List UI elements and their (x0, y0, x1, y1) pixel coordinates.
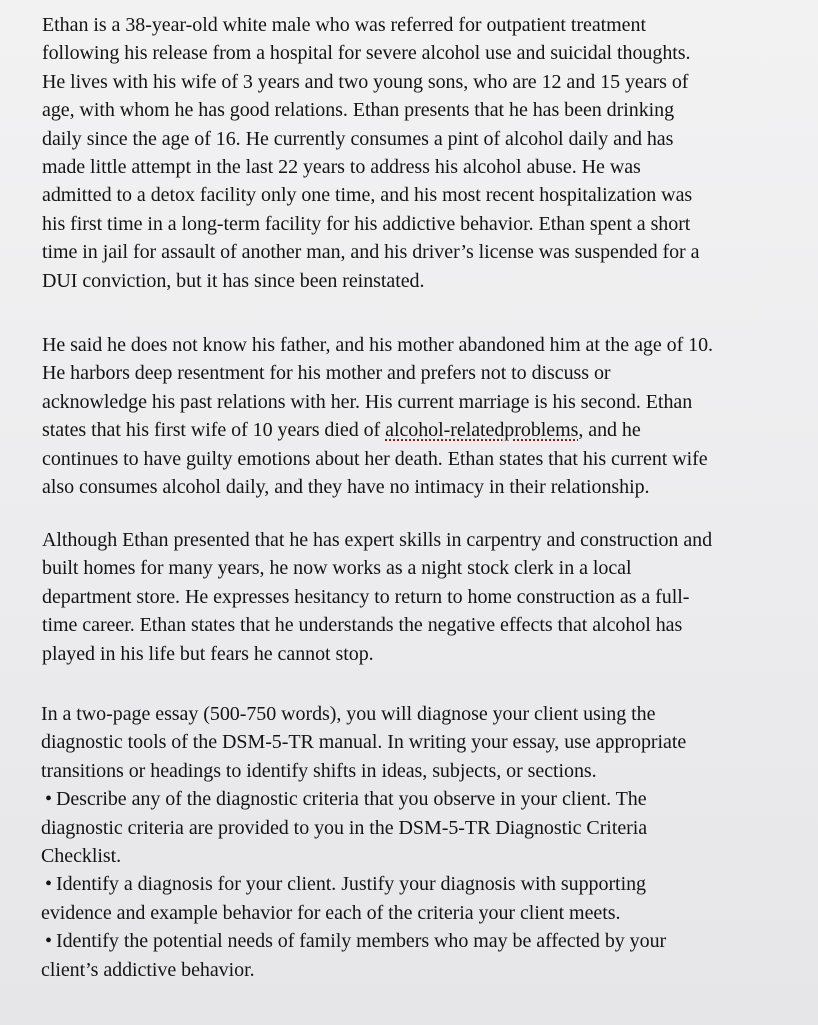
case-paragraph-3 (42, 526, 802, 668)
text-line: Checklist. (41, 845, 122, 868)
text-line: He said he does not know his father, and his mother abandoned him at the age of 10. (42, 334, 713, 356)
text-segment: states that his first wife of 10 years died of (42, 419, 386, 442)
text-line: made little attempt in the last 22 years to address his alcohol abuse. He was (42, 156, 641, 179)
text-line: time in jail for assault of another man, and his driver’s license was suspended for a (42, 241, 700, 264)
text-line: department store. He expresses hesitancy to return to home construction as a full- (42, 585, 690, 608)
bullet-text: Identify the potential needs of family members who may be affected by your (55, 930, 667, 953)
bullet-icon: • (45, 930, 52, 953)
text-line: age, with whom he has good relations. Ethan presents that he has been drinking (42, 99, 675, 122)
bullet-icon: • (45, 788, 52, 811)
text-line: client’s addictive behavior. (41, 958, 255, 981)
bullet-item-3 (41, 927, 801, 955)
text-line: diagnostic tools of the DSM-5-TR manual. In writing your essay, use appropriate (41, 731, 687, 754)
text-line: played in his life but fears he cannot stop. (42, 642, 374, 665)
text-line: He lives with his wife of 3 years and two young sons, who are 12 and 15 years of (42, 70, 689, 93)
assignment-instructions (41, 700, 801, 984)
text-line: diagnostic criteria are provided to you in the DSM-5-TR Diagnostic Criteria (41, 816, 648, 839)
text-line: Although Ethan presented that he has expert skills in carpentry and construction and (42, 529, 713, 551)
case-paragraph-1 (42, 11, 802, 295)
text-line: also consumes alcohol daily, and they have no intimacy in their relationship. (42, 476, 650, 499)
text-line: evidence and example behavior for each of the criteria your client meets. (41, 901, 621, 924)
text-line: He harbors deep resentment for his mother and prefers not to discuss or (42, 362, 611, 385)
text-line: Ethan is a 38-year-old white male who was referred for outpatient treatment (42, 14, 646, 36)
text-line: transitions or headings to identify shifts in ideas, subjects, or sections. (41, 759, 597, 782)
text-line: time career. Ethan states that he understands the negative effects that alcohol has (42, 614, 683, 637)
text-line: built homes for many years, he now works as a night stock clerk in a local (42, 557, 632, 580)
spellcheck-underlined-word: alcohol-relatedproblems (385, 419, 579, 442)
text-line: In a two-page essay (500-750 words), you will diagnose your client using the (41, 703, 656, 725)
text-line: acknowledge his past relations with her. His current marriage is his second. Ethan (42, 390, 693, 413)
text-line: following his release from a hospital for severe alcohol use and suicidal thoughts. (42, 42, 691, 65)
bullet-text: Identify a diagnosis for your client. Justify your diagnosis with supporting (55, 873, 646, 896)
text-segment: , and he (578, 419, 641, 442)
text-line-with-misspelling (42, 416, 802, 444)
bullet-item-1 (41, 785, 801, 813)
text-line: admitted to a detox facility only one time, and his most recent hospitalization was (42, 184, 693, 207)
bullet-item-2 (41, 870, 801, 898)
text-line: continues to have guilty emotions about her death. Ethan states that his current wife (42, 447, 708, 470)
text-line: DUI conviction, but it has since been reinstated. (42, 269, 425, 292)
case-paragraph-2 (42, 331, 802, 501)
text-line: his first time in a long-term facility for his addictive behavior. Ethan spent a short (42, 212, 691, 235)
bullet-text: Describe any of the diagnostic criteria that you observe in your client. The (55, 788, 647, 811)
bullet-icon: • (45, 873, 52, 896)
text-line: daily since the age of 16. He currently consumes a pint of alcohol daily and has (42, 127, 674, 150)
